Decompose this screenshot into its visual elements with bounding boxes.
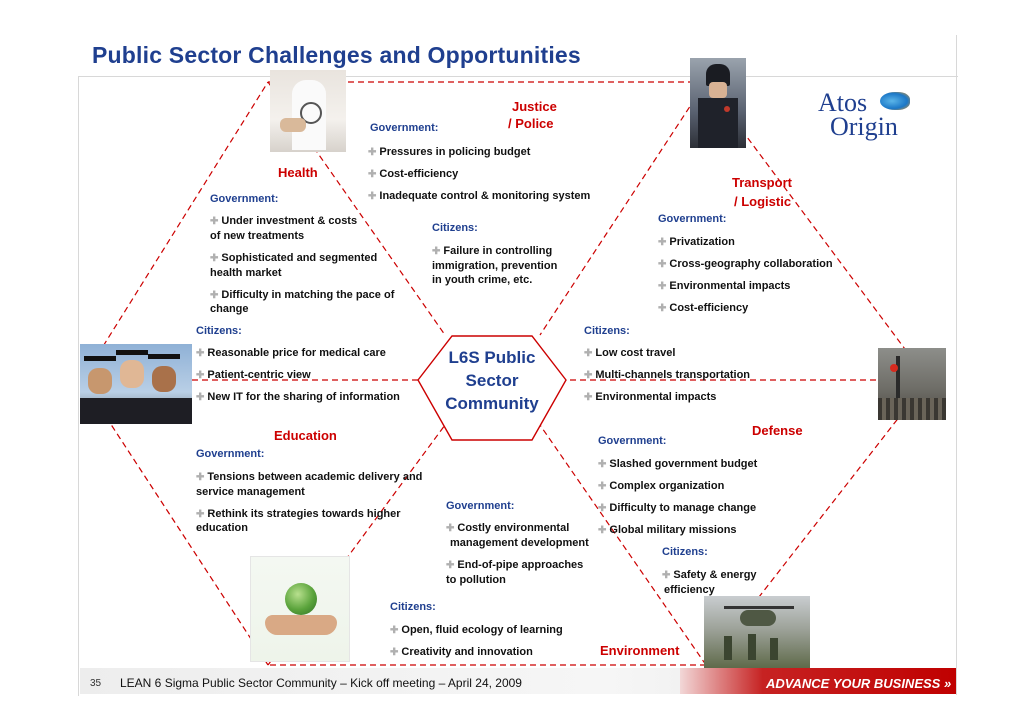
tagline: ADVANCE YOUR BUSINESS » bbox=[766, 676, 952, 691]
defense-gov-item: ✚ Complex organization bbox=[598, 480, 725, 492]
health-gov-item: health market bbox=[210, 267, 282, 279]
transport-title-2: / Logistic bbox=[734, 194, 792, 209]
transport-citizen-item: ✚ Multi-channels transportation bbox=[584, 369, 751, 381]
environment-gov-item: management development bbox=[450, 537, 589, 549]
health-gov-item: of new treatments bbox=[210, 230, 305, 242]
justice-gov-item: ✚ Cost-efficiency bbox=[368, 168, 459, 180]
environment-citizen-item: ✚ Open, fluid ecology of learning bbox=[390, 624, 563, 636]
environment-gov-item: ✚ Costly environmental bbox=[446, 522, 570, 534]
education-gov-label: Government: bbox=[196, 448, 265, 460]
defense-title: Defense bbox=[752, 423, 803, 438]
justice-title-1: Justice bbox=[512, 99, 557, 114]
soldiers-helicopter-photo bbox=[704, 596, 810, 668]
page-title: Public Sector Challenges and Opportunities bbox=[92, 42, 581, 68]
health-title: Health bbox=[278, 165, 318, 180]
health-gov-item: ✚ Sophisticated and segmented bbox=[210, 252, 378, 264]
transport-gov-item: ✚ Privatization bbox=[658, 236, 735, 248]
justice-citizen-item: immigration, prevention bbox=[432, 260, 558, 272]
doctor-photo bbox=[270, 70, 346, 152]
center-line-2: Sector bbox=[465, 371, 519, 390]
company-logo bbox=[812, 88, 932, 148]
center-label bbox=[432, 346, 552, 415]
environment-gov-item: ✚ End-of-pipe approaches bbox=[446, 559, 584, 571]
transport-gov-item: ✚ Environmental impacts bbox=[658, 280, 791, 292]
justice-citizen-item: in youth crime, etc. bbox=[432, 274, 533, 286]
justice-gov-label: Government: bbox=[370, 122, 439, 134]
transport-citizen-item: ✚ Environmental impacts bbox=[584, 391, 717, 403]
spoke-top-right bbox=[540, 82, 706, 335]
defense-citizen-item: ✚ Safety & energy bbox=[662, 569, 757, 581]
justice-title-2: / Police bbox=[508, 116, 554, 131]
defense-citizens-label: Citizens: bbox=[662, 546, 708, 558]
justice-gov-item: ✚ Inadequate control & monitoring system bbox=[368, 190, 591, 202]
education-title: Education bbox=[274, 428, 337, 443]
page-number: 35 bbox=[90, 678, 102, 689]
education-gov-item: education bbox=[196, 522, 248, 534]
center-line-3: Community bbox=[445, 394, 539, 413]
footer-text: LEAN 6 Sigma Public Sector Community – Kick off meeting – April 24, 2009 bbox=[120, 676, 522, 690]
globe-hands-photo bbox=[250, 556, 350, 662]
health-gov-item: ✚ Under investment & costs bbox=[210, 215, 358, 227]
health-gov-item: ✚ Difficulty in matching the pace of bbox=[210, 289, 395, 301]
defense-gov-item: ✚ Slashed government budget bbox=[598, 458, 758, 470]
railway-photo bbox=[878, 348, 946, 420]
education-gov-item: ✚ Rethink its strategies towards higher bbox=[196, 508, 401, 520]
justice-citizen-item: ✚ Failure in controlling bbox=[432, 245, 553, 257]
environment-gov-item: to pollution bbox=[446, 574, 506, 586]
logo-line-2: Origin bbox=[830, 112, 898, 141]
transport-citizens-label: Citizens: bbox=[584, 325, 630, 337]
center-line-1: L6S Public bbox=[448, 348, 536, 367]
environment-citizens-label: Citizens: bbox=[390, 601, 436, 613]
health-citizens-label: Citizens: bbox=[196, 325, 242, 337]
transport-citizen-item: ✚ Low cost travel bbox=[584, 347, 676, 359]
education-gov-item: ✚ Tensions between academic delivery and bbox=[196, 471, 423, 483]
police-photo bbox=[690, 58, 746, 148]
logo-line-1: Atos bbox=[818, 88, 868, 117]
health-citizen-item: ✚ Reasonable price for medical care bbox=[196, 347, 386, 359]
environment-gov-label: Government: bbox=[446, 500, 515, 512]
justice-gov-item: ✚ Pressures in policing budget bbox=[368, 146, 531, 158]
health-citizen-item: ✚ New IT for the sharing of information bbox=[196, 391, 400, 403]
health-gov-label: Government: bbox=[210, 193, 279, 205]
environment-title: Environment bbox=[600, 643, 680, 658]
fish-logo-icon bbox=[880, 92, 910, 110]
transport-gov-label: Government: bbox=[658, 213, 727, 225]
defense-gov-label: Government: bbox=[598, 435, 667, 447]
defense-gov-item: ✚ Difficulty to manage change bbox=[598, 502, 757, 514]
graduates-photo bbox=[80, 344, 192, 424]
environment-citizen-item: ✚ Creativity and innovation bbox=[390, 646, 533, 658]
defense-citizen-item: efficiency bbox=[664, 584, 715, 596]
defense-gov-item: ✚ Global military missions bbox=[598, 524, 737, 536]
justice-citizens-label: Citizens: bbox=[432, 222, 478, 234]
education-gov-item: service management bbox=[196, 486, 305, 498]
transport-gov-item: ✚ Cost-efficiency bbox=[658, 302, 749, 314]
health-gov-item: change bbox=[210, 303, 249, 315]
transport-gov-item: ✚ Cross-geography collaboration bbox=[658, 258, 833, 270]
health-citizen-item: ✚ Patient-centric view bbox=[196, 369, 311, 381]
transport-title-1: Transport bbox=[732, 175, 792, 190]
